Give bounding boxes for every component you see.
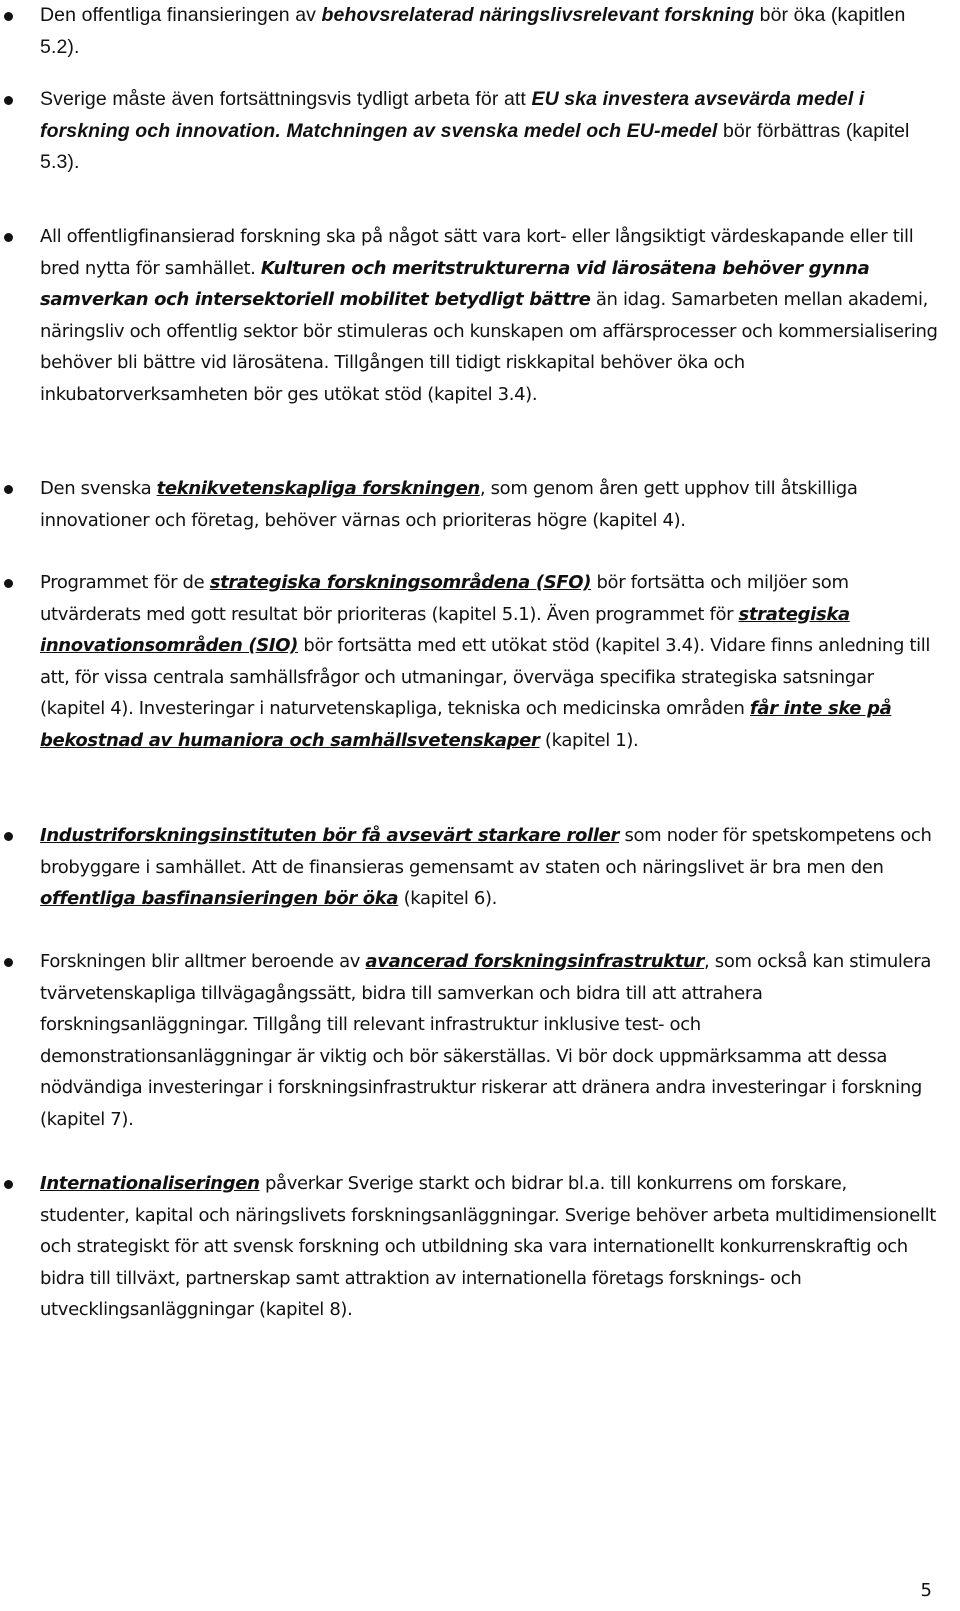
emphasis-underlined: teknikvetenskapliga forskningen: [156, 478, 480, 499]
bullet-item-research-institutes: [40, 820, 940, 915]
text: bör fortsätta med ett utökat stöd (kapitel 3.4). Vidare finns anledning till att, för vissa centrala samhällsfrågor och utmaningar, överväga specifika strategiska satsningar (kapitel 4). Investeringar i naturvetenskapliga, tekniska och medicinska områden: [40, 635, 931, 719]
bullet-item-eu: [40, 84, 940, 179]
emphasis: behovsrelaterad näringslivsrelevant forskning: [321, 4, 755, 26]
emphasis-underlined: strategiska forskningsområdena (SFO): [209, 572, 592, 593]
emphasis: EU ska investera avsevärda medel i forskning och innovation. Matchningen av svenska medel och EU-medel: [40, 88, 865, 142]
text: bör öka (kapitlen 5.2).: [40, 4, 906, 58]
text: än idag. Samarbeten mellan akademi, näringsliv och offentlig sektor bör stimuleras och kunskapen om affärsprocesser och kommersialisering behöver bli bättre vid lärosätena. Tillgången till tidigt riskkapital behöver öka och inkubatorverksamheten bör ges utökat stöd (kapitel 3.4).: [40, 289, 938, 405]
text: Den offentliga finansieringen av: [40, 4, 322, 26]
bullet-dot-icon: [4, 233, 13, 242]
emphasis-underlined: offentliga basfinansieringen bör öka: [40, 888, 399, 909]
bullet-item-infrastructure: [40, 946, 940, 1135]
text: som noder för spetskompetens och brobyggare i samhället. Att de finansieras gemensamt av staten och näringslivet är bra men den: [40, 825, 932, 878]
bullet-dot-icon: [4, 96, 13, 105]
bullet-dot-icon: [4, 832, 13, 841]
bullet-item-funding: [40, 0, 940, 63]
bullet-dot-icon: [4, 485, 13, 494]
emphasis-underlined: avancerad forskningsinfrastruktur: [365, 951, 705, 972]
emphasis-underlined: strategiska innovationsområden (SIO): [40, 603, 850, 656]
text: , som också kan stimulera tvärvetenskapliga tillvägagångssätt, bidra till samverkan och bidra till att attrahera forskningsanläggningar. Tillgång till relevant infrastruktur inklusive test- och demonstrationsanläggningar är viktig och bör säkerställas. Vi bör dock uppmärksamma att dessa nödvändiga investeringar i forskningsinfrastruktur riskerar att dränera andra investeringar i forskning (kapitel 7).: [40, 951, 932, 1130]
bullet-item-strategic-areas: [40, 567, 940, 756]
emphasis: Kulturen och meritstrukturerna vid lärosätena behöver gynna samverkan och intersektoriell mobilitet betydligt bättre: [40, 257, 870, 310]
text: (kapitel 1).: [539, 729, 639, 751]
bullet-dot-icon: [4, 12, 13, 21]
emphasis-underlined: får inte ske på bekostnad av humaniora och samhällsvetenskaper: [40, 698, 892, 751]
text: Den svenska: [40, 478, 157, 499]
text: bör fortsätta och miljöer som utvärderats med gott resultat bör prioriteras (kapitel 5.1). Även programmet för: [40, 572, 849, 625]
text: Forskningen blir alltmer beroende av: [40, 951, 366, 972]
page-number: 5: [920, 1580, 932, 1601]
emphasis-underlined: Industriforskningsinstituten bör få avsevärt starkare roller: [40, 825, 620, 846]
bullet-dot-icon: [4, 958, 13, 967]
bullet-item-technology-research: [40, 473, 940, 536]
bullet-item-value-creation: [40, 221, 940, 410]
bullet-dot-icon: [4, 1180, 13, 1189]
emphasis-underlined: Internationaliseringen: [40, 1173, 260, 1194]
text: påverkar Sverige starkt och bidrar bl.a. till konkurrens om forskare, studenter, kapital och näringslivets forskningsanläggningar. Sverige behöver arbeta multidimensionellt och strategiskt för att svensk forskning och utbildning ska vara internationellt konkurrenskraftig och bidra till tillväxt, partnerskap samt attraktion av internationella företags forsknings- och utvecklingsanläggningar (kapitel 8).: [40, 1173, 937, 1320]
text: Sverige måste även fortsättningsvis tydligt arbeta för att: [40, 88, 532, 110]
text: bör förbättras (kapitel 5.3).: [40, 119, 910, 173]
text: All offentligfinansierad forskning ska på något sätt vara kort- eller långsiktigt värdeskapande eller till bred nytta för samhället.: [40, 226, 914, 279]
bullet-item-internationalisation: [40, 1168, 940, 1326]
text: , som genom åren gett upphov till åtskilliga innovationer och företag, behöver värnas och prioriteras högre (kapitel 4).: [40, 478, 858, 531]
text: (kapitel 6).: [398, 888, 498, 909]
bullet-dot-icon: [4, 579, 13, 588]
text: Programmet för de: [40, 572, 210, 593]
